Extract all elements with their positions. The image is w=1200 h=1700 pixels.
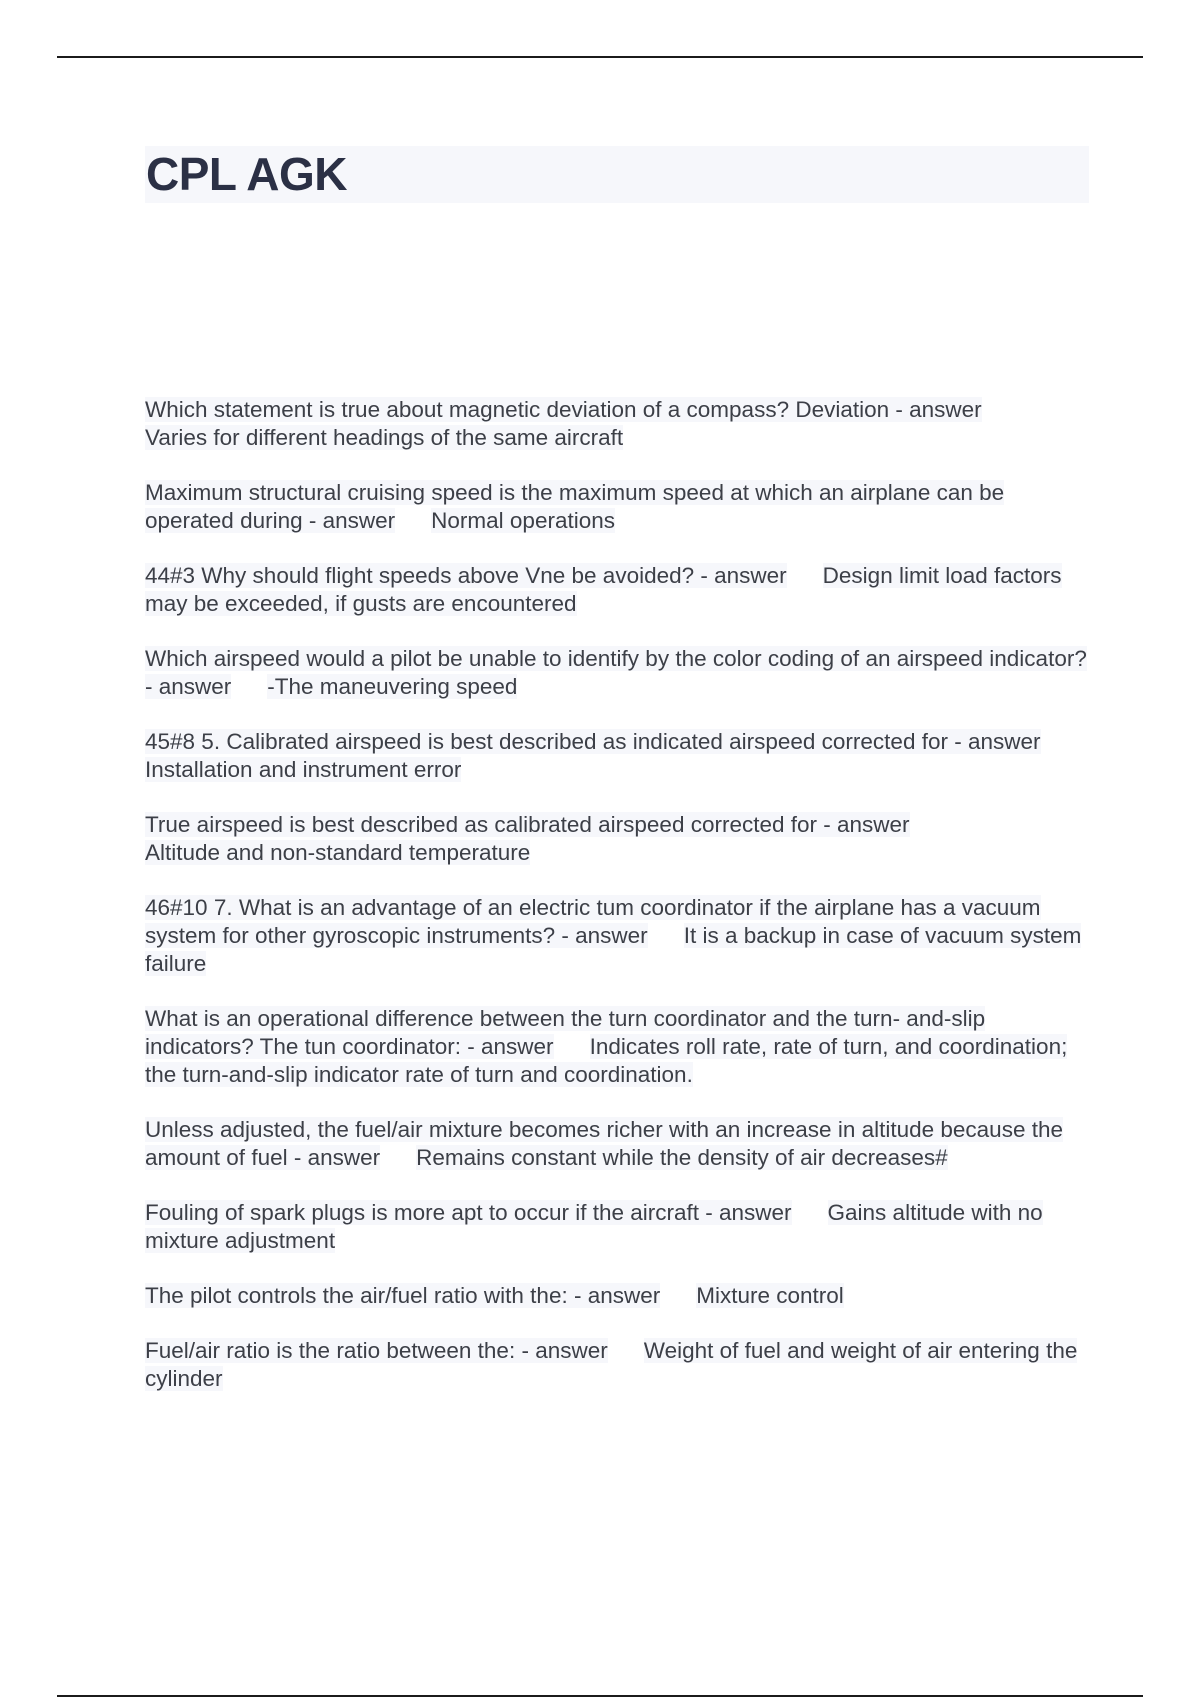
qa-item [145, 1282, 1095, 1310]
answer-text: -The maneuvering speed [267, 674, 518, 699]
answer-text: Weight of fuel and weight of air entering the cylinder [145, 1338, 1078, 1391]
answer-text: Indicates roll rate, rate of turn, and coordination; the turn-and-slip indicator rate of turn and coordination. [145, 1034, 1068, 1087]
answer-text: It is a backup in case of vacuum system failure [145, 923, 1082, 976]
qa-list [145, 396, 1095, 1420]
question-text: 44#3 Why should flight speeds above Vne be avoided? - answer [145, 563, 787, 588]
question-text: What is an operational difference between the turn coordinator and the turn- and-slip indicators? The tun coordinator: - answer [145, 1006, 986, 1059]
qa-item [145, 728, 1095, 784]
question-text: Fouling of spark plugs is more apt to occur if the aircraft - answer [145, 1200, 792, 1225]
answer-text: Varies for different headings of the same aircraft [145, 425, 624, 450]
qa-item [145, 1199, 1095, 1255]
answer-text: Remains constant while the density of air decreases# [416, 1145, 948, 1170]
question-text: Unless adjusted, the fuel/air mixture becomes richer with an increase in altitude because the amount of fuel - answer [145, 1117, 1063, 1170]
qa-item [145, 1337, 1095, 1393]
answer-text: Normal operations [431, 508, 615, 533]
qa-item [145, 1116, 1095, 1172]
question-text: 45#8 5. Calibrated airspeed is best described as indicated airspeed corrected for - answer [145, 729, 1041, 754]
question-text: True airspeed is best described as calibrated airspeed corrected for - answer [145, 812, 910, 837]
answer-text: Altitude and non-standard temperature [145, 840, 531, 865]
qa-item [145, 562, 1095, 618]
qa-item [145, 1005, 1095, 1089]
qa-item [145, 894, 1095, 978]
question-text: Which airspeed would a pilot be unable to identify by the color coding of an airspeed indicator? - answer [145, 646, 1087, 699]
answer-text: Design limit load factors may be exceeded, if gusts are encountered [145, 563, 1062, 616]
question-text: Fuel/air ratio is the ratio between the: - answer [145, 1338, 608, 1363]
qa-item [145, 479, 1095, 535]
question-text: Maximum structural cruising speed is the maximum speed at which an airplane can be operated during - answer [145, 480, 1005, 533]
qa-item [145, 811, 1095, 867]
question-text: The pilot controls the air/fuel ratio with the: - answer [145, 1283, 661, 1308]
qa-item [145, 396, 1095, 452]
answer-text: Installation and instrument error [145, 757, 462, 782]
bottom-rule [57, 1695, 1143, 1697]
question-text: Which statement is true about magnetic deviation of a compass? Deviation - answer [145, 397, 982, 422]
answer-text: Gains altitude with no mixture adjustment [145, 1200, 1043, 1253]
top-rule [57, 56, 1143, 58]
answer-text: Mixture control [696, 1283, 844, 1308]
qa-item [145, 645, 1095, 701]
question-text: 46#10 7. What is an advantage of an electric tum coordinator if the airplane has a vacuum system for other gyroscopic instruments? - answer [145, 895, 1041, 948]
document-title: CPL AGK [146, 148, 347, 200]
